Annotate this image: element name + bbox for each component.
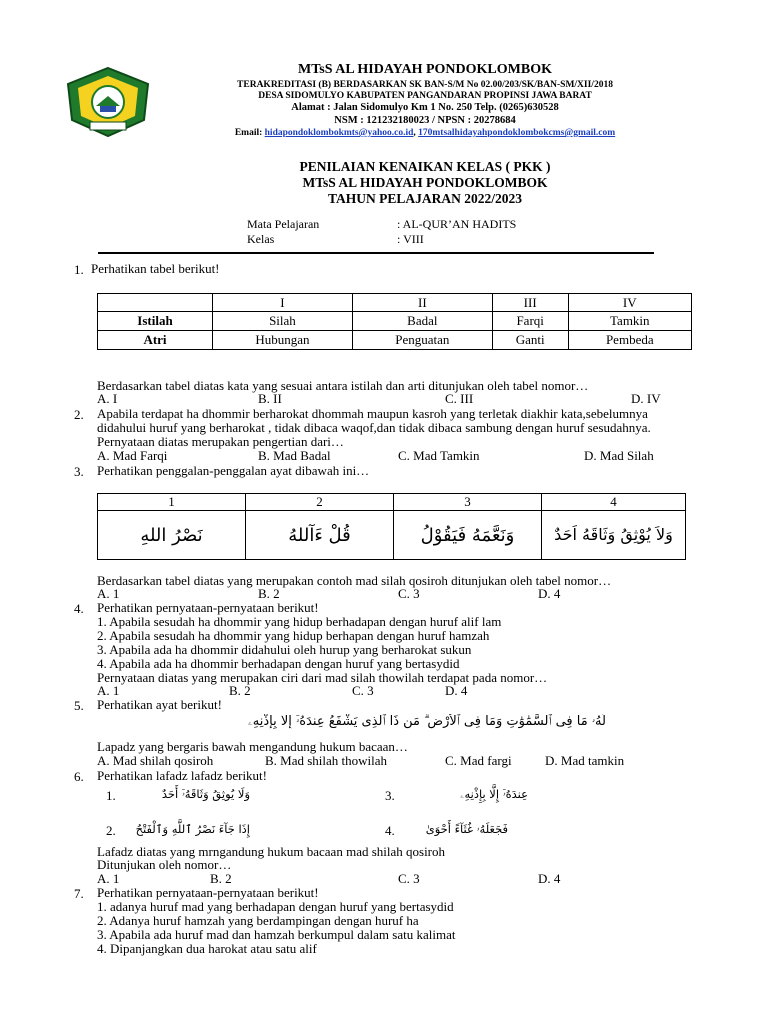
q1-corner-cell <box>98 294 213 312</box>
nsm-line: NSM : 121232180023 / NPSN : 20278684 <box>334 115 516 126</box>
q5-option-c[interactable]: C. Mad fargi <box>445 753 512 768</box>
q4-item: 3. Apabila ada ha dhommir didahului oleh hurup yang berharokat sukun <box>97 642 472 657</box>
q4-item: 2. Apabila sesudah ha dhommir yang hidup berhapan dengan huruf hamzah <box>97 628 490 643</box>
q2-number: 2. <box>74 407 84 422</box>
q1-table <box>97 293 692 350</box>
exam-year: TAHUN PELAJARAN 2022/2023 <box>327 191 522 206</box>
q4-number: 4. <box>74 601 84 616</box>
q3-arabic-row <box>98 511 686 560</box>
q3-text: Perhatikan penggalan-penggalan ayat dibawah ini… <box>97 463 370 478</box>
q1-cell: Ganti <box>492 331 568 350</box>
q4-prompt: Pernyataan diatas yang merupakan ciri dari mad silah thowilah terdapat pada nomor… <box>97 670 548 685</box>
q1-option-d[interactable]: D. IV <box>631 391 661 406</box>
q2-line1: Apabila terdapat ha dhommir berharokat dhommah maupun kasroh yang terletak diakhir kata,sebelumnya <box>97 406 648 421</box>
q1-cell: Pembeda <box>568 331 691 350</box>
q1-row-istilah <box>98 312 692 331</box>
q2-line3: Pernyataan diatas merupakan pengertian dari… <box>97 434 344 449</box>
class-label: Kelas <box>247 232 275 246</box>
accreditation-line: TERAKREDITASI (B) BERDASARKAN SK BAN-S/M No 02.00/203/SK/BAN-SM/XII/2018 <box>237 80 613 90</box>
q3-option-c[interactable]: C. 3 <box>398 586 420 601</box>
q4-option-d[interactable]: D. 4 <box>445 683 468 698</box>
location-line: DESA SIDOMULYO KABUPATEN PANGANDARAN PROPINSI JAWA BARAT <box>258 91 592 101</box>
q1-cell: Badal <box>352 312 492 331</box>
q3-number: 3. <box>74 464 84 479</box>
q5-number: 5. <box>74 698 84 713</box>
q1-header-cell: I <box>213 294 353 312</box>
q6-number: 6. <box>74 769 84 784</box>
q6-text: Perhatikan lafadz lafadz berikut! <box>97 768 267 783</box>
q6-option-d[interactable]: D. 4 <box>538 871 561 886</box>
q2-option-c[interactable]: C. Mad Tamkin <box>398 448 480 463</box>
q1-cell: Hubungan <box>213 331 353 350</box>
q1-row-atri <box>98 331 692 350</box>
q5-prompt: Lapadz yang bergaris bawah mengandung hukum bacaan… <box>97 739 408 754</box>
q6-prompt1: Lafadz diatas yang mrngandung hukum bacaan mad shilah qosiroh <box>97 844 446 859</box>
q3-header-cell: 1 <box>98 494 246 511</box>
q7-item: 3. Apabila ada huruf mad dan hamzah berkumpul dalam satu kalimat <box>97 927 456 942</box>
q2-line2: didahului huruf yang berharokat , tidak dibaca waqof,dan tidak dibaca sambung dengan huruf sesudahnya. <box>97 420 651 435</box>
subject-label: Mata Pelajaran <box>247 217 320 231</box>
q1-prompt: Berdasarkan tabel diatas kata yang sesuai antara istilah dan arti ditunjukan oleh tabel nomor… <box>97 378 589 393</box>
q7-text: Perhatikan pernyataan-pernyataan berikut! <box>97 885 319 900</box>
subject-value: : AL-QUR’AN HADITS <box>397 217 517 231</box>
q1-cell: Tamkin <box>568 312 691 331</box>
q5-option-d[interactable]: D. Mad tamkin <box>545 753 625 768</box>
q1-number: 1. <box>74 262 84 277</box>
q6-item-number: 1. <box>106 788 116 803</box>
q5-arabic-verse: لَهُۥ مَا فِى ٱلسَّمَٰوَٰتِ وَمَا فِى ٱلْأَرْضِ ۗ مَن ذَا ٱلَّذِى يَشْفَعُ عِندَهُۥٓ إِلَّا بِإِذْنِهِۦ <box>247 714 606 729</box>
q5-text: Perhatikan ayat berikut! <box>97 697 222 712</box>
q6-prompt2: Ditunjukan oleh nomor… <box>97 857 232 872</box>
q3-prompt: Berdasarkan tabel diatas yang merupakan contoh mad silah qosiroh ditunjukan oleh tabel nomor… <box>97 573 612 588</box>
q3-arabic-cell: وَنَعَّمَهُ فَيَقُوْلُ <box>394 511 542 560</box>
q1-header-cell: IV <box>568 294 691 312</box>
q4-option-a[interactable]: A. 1 <box>97 683 120 698</box>
exam-title: PENILAIAN KENAIKAN KELAS ( PKK ) <box>299 159 551 174</box>
q1-header-row <box>98 294 692 312</box>
q2-option-d[interactable]: D. Mad Silah <box>584 448 654 463</box>
email-link-gmail[interactable]: 170mtsalhidayahpondoklombokcms@gmail.com <box>418 128 616 138</box>
email-label: Email: <box>234 128 265 138</box>
q6-item-arabic: فَجَعَلَهُۥ غُثَآءً أَحْوَىٰ <box>425 822 508 836</box>
q7-item: 1. adanya huruf mad yang berhadapan dengan huruf yang bertasydid <box>97 899 454 914</box>
q1-row-label: Atri <box>98 331 213 350</box>
q3-header-cell: 2 <box>246 494 394 511</box>
q1-option-c[interactable]: C. III <box>445 391 474 406</box>
header-divider <box>98 252 654 254</box>
q5-option-a[interactable]: A. Mad shilah qosiroh <box>97 753 214 768</box>
q3-option-d[interactable]: D. 4 <box>538 586 561 601</box>
q4-text: Perhatikan pernyataan-pernyataan berikut! <box>97 600 319 615</box>
q3-arabic-cell: وَلاَ يُوْثِقُ وَثَاقَهُ اَحَدٌ <box>542 511 686 560</box>
q4-item: 4. Apabila ada ha dhommir berhadapan dengan huruf yang bertasydid <box>97 656 460 671</box>
q3-header-cell: 4 <box>542 494 686 511</box>
q6-item-number: 3. <box>385 788 395 803</box>
address-line: Alamat : Jalan Sidomulyo Km 1 No. 250 Telp. (0265)630528 <box>291 102 559 113</box>
q1-option-b[interactable]: B. II <box>258 391 282 406</box>
q5-option-b[interactable]: B. Mad shilah thowilah <box>265 753 388 768</box>
email-line <box>160 128 690 138</box>
q1-header-cell: III <box>492 294 568 312</box>
q6-item-arabic: وَلَا يُوثِقُ وَثَاقَهُۥٓ أَحَدٌ <box>161 787 250 801</box>
q4-option-c[interactable]: C. 3 <box>352 683 374 698</box>
q2-option-a[interactable]: A. Mad Farqi <box>97 448 168 463</box>
q6-item-number: 2. <box>106 823 116 838</box>
q3-header-row <box>98 494 686 511</box>
q4-option-b[interactable]: B. 2 <box>229 683 251 698</box>
q7-item: 2. Adanya huruf hamzah yang berdampingan dengan huruf ha <box>97 913 419 928</box>
q3-arabic-cell: قُلْ ءَآللهُ <box>246 511 394 560</box>
q3-header-cell: 3 <box>394 494 542 511</box>
q1-text: Perhatikan tabel berikut! <box>91 261 220 276</box>
q6-item-arabic: عِندَهُۥٓ إِلَّا بِإِذْنِهِۦ <box>460 787 528 801</box>
q7-number: 7. <box>74 886 84 901</box>
q1-header-cell: II <box>352 294 492 312</box>
q6-option-a[interactable]: A. 1 <box>97 871 120 886</box>
q1-cell: Silah <box>213 312 353 331</box>
q1-cell: Penguatan <box>352 331 492 350</box>
q6-option-c[interactable]: C. 3 <box>398 871 420 886</box>
q6-option-b[interactable]: B. 2 <box>210 871 232 886</box>
school-name: MTsS AL HIDAYAH PONDOKLOMBOK <box>297 62 552 77</box>
email-link-yahoo[interactable]: hidapondoklombokmts@yahoo.co.id <box>264 128 414 138</box>
q3-arabic-cell: نَصْرُ اللهِ <box>98 511 246 560</box>
q6-item-number: 4. <box>385 823 395 838</box>
q7-item: 4. Dipanjangkan dua harokat atau satu alif <box>97 941 317 956</box>
q3-option-a[interactable]: A. 1 <box>97 586 120 601</box>
email-separator: , <box>413 128 419 138</box>
exam-school: MTsS AL HIDAYAH PONDOKLOMBOK <box>302 175 548 190</box>
q4-item: 1. Apabila sesudah ha dhommir yang hidup berhadapan dengan huruf alif lam <box>97 614 502 629</box>
q1-cell: Farqi <box>492 312 568 331</box>
q1-option-a[interactable]: A. I <box>97 391 118 406</box>
q3-table <box>97 493 686 560</box>
school-logo <box>64 66 152 138</box>
q1-row-label: Istilah <box>98 312 213 331</box>
q3-option-b[interactable]: B. 2 <box>258 586 280 601</box>
q6-item-arabic: إِذَا جَآءَ نَصْرُ ٱللَّهِ وَٱلْفَتْحُ <box>135 822 250 836</box>
class-value: : VIII <box>397 232 424 246</box>
q2-option-b[interactable]: B. Mad Badal <box>258 448 331 463</box>
